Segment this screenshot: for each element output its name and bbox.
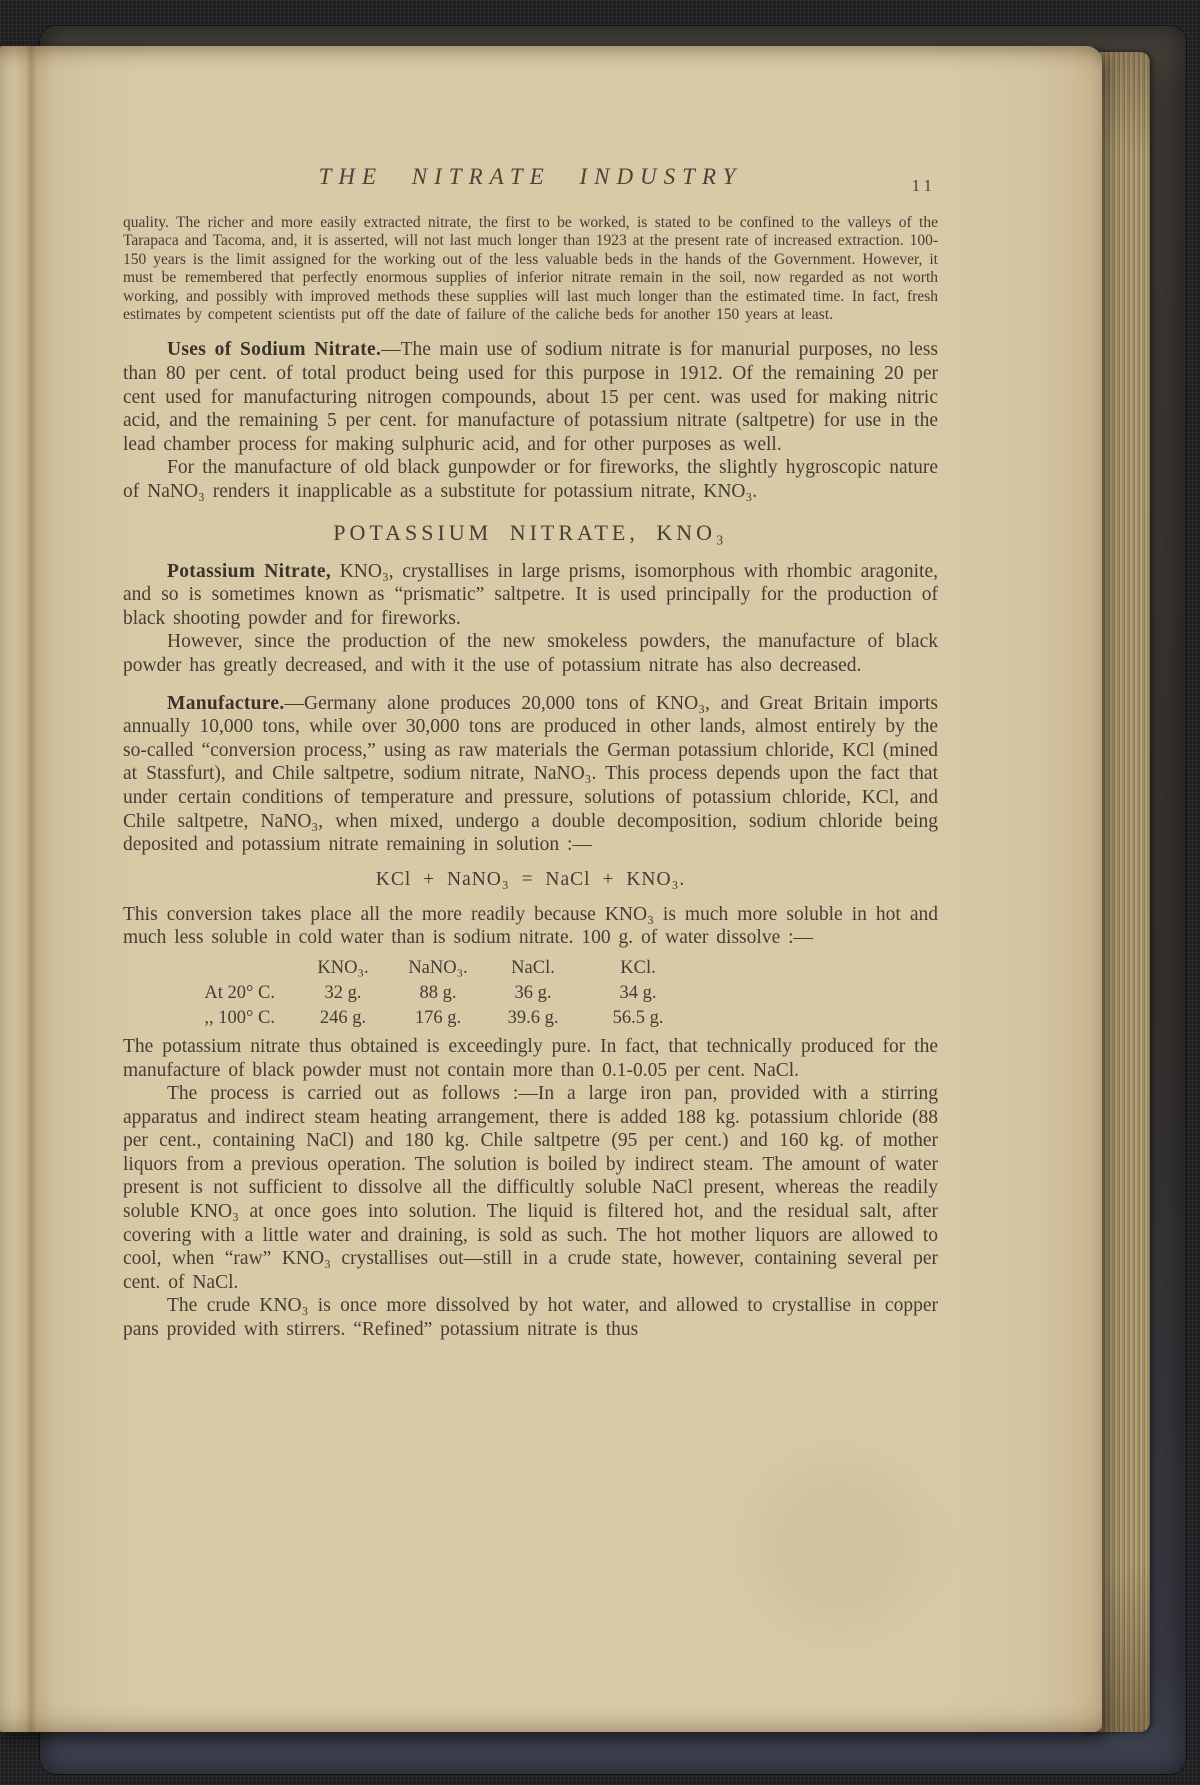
cell-20c-nacl: 36 g. <box>514 982 552 1003</box>
continuation-paragraph: quality. The richer and more easily extracted nitrate, the first to be worked, is stated to be confined to the valleys of the Tarapaca and Tacoma, and, it is asserted, will not last much longer than 1923 at the present rate of increased extraction. 100-150 years is the limit assigned for the working out of the less valuable beds in the hands of the Government. However, it must be remembered that perfectly enormous supplies of inferior nitrate remain in the soil, now regarded as not worth working, and possibly with improved methods these supplies will last much longer than the estimated time. In fact, fresh estimates by competent scientists put off the date of failure of the caliche beds for another 150 years at least. <box>123 214 938 324</box>
cell-20c-nano3: 88 g. <box>419 982 457 1003</box>
purity-paragraph: The potassium nitrate thus obtained is exceedingly pure. In fact, that technically produced for the manufacture of black powder must not contain more than 0.1-0.05 per cent. NaCl. <box>123 1035 938 1081</box>
column-header-kcl: KCl. <box>620 957 656 978</box>
manufacture-text: —Germany alone produces 20,000 tons of KNO₃, and Great Britain imports annually 10,000 tons, while over 30,000 tons are produced in other lands, almost entirely by the so-called “conversion process,” using as raw materials the German potassium chloride, KCl (mined at Stassfurt), and Chile saltpetre, sodium nitrate, NaNO₃. This process depends upon the fact that under certain conditions of temperature and pressure, solutions of potassium chloride, KCl, and Chile saltpetre, NaNO₃, when mixed, undergo a double decomposition, sodium chloride being deposited and potassium nitrate remaining in solution :— <box>123 692 938 856</box>
conversion-paragraph: This conversion takes place all the more readily because KNO₃ is much more soluble in hot and much less soluble in cold water than is sodium nitrate. 100 g. of water dissolve :— <box>123 903 938 949</box>
chemical-equation: KCl + NaNO₃ = NaCl + KNO₃. <box>375 868 686 890</box>
cell-100c-nano3: 176 g. <box>414 1007 462 1028</box>
uses-of-sodium-nitrate-paragraph <box>123 338 938 456</box>
refined-paragraph: The crude KNO₃ is once more dissolved by hot water, and allowed to crystallise in copper pans provided with stirrers. “Refined” potassium nitrate is thus <box>123 1295 938 1341</box>
column-header-kno3: KNO₃. <box>317 957 369 978</box>
gunpowder-paragraph: For the manufacture of old black gunpowder or for fireworks, the slightly hygroscopic nature of NaNO₃ renders it inapplicable as a substitute for potassium nitrate, KNO₃. <box>123 457 938 502</box>
potassium-nitrate-lead-in: Potassium Nitrate, <box>167 560 332 582</box>
cell-100c-nacl: 39.6 g. <box>507 1007 559 1028</box>
page-content <box>123 46 938 1732</box>
running-header-title: THE NITRATE INDUSTRY <box>318 164 743 189</box>
table-row <box>123 1006 938 1031</box>
solubility-table-corner <box>123 956 293 981</box>
cell-20c-kcl: 34 g. <box>619 982 657 1003</box>
uses-text: —The main use of sodium nitrate is for manurial purposes, no less than 80 per cent. of total product being used for this purpose in 1912. Of the remaining 20 per cent used for manufacturing nitrogen compounds, about 15 per cent. was used for making nitric acid, and the remaining 5 per cent. for manufacture of potassium nitrate (saltpetre) for use in the lead chamber process for making sulphuric acid, and for other purposes as well. <box>123 339 938 455</box>
cell-100c-kno3: 246 g. <box>319 1007 367 1028</box>
column-header-nano3: NaNO₃. <box>408 957 468 978</box>
solubility-table <box>123 956 938 1031</box>
table-row <box>123 981 938 1006</box>
solubility-table-header-row <box>123 956 938 981</box>
cell-100c-kcl: 56.5 g. <box>612 1007 664 1028</box>
row-label-20c: At 20° C. <box>204 982 275 1003</box>
column-header-nacl: NaCl. <box>511 957 555 978</box>
cell-20c-kno3: 32 g. <box>324 982 362 1003</box>
smokeless-powders-paragraph: However, since the production of the new smokeless powders, the manufacture of black powder has greatly decreased, and with it the use of potassium nitrate has also decreased. <box>123 631 938 676</box>
potassium-nitrate-text: KNO₃, crystallises in large prisms, isomorphous with rhombic aragonite, and so is sometimes known as “prismatic” saltpetre. It is used principally for the production of black shooting powder and for fireworks. <box>123 560 938 629</box>
process-paragraph: The process is carried out as follows :—In a large iron pan, provided with a stirring apparatus and indirect steam heating arrangement, there is added 188 kg. potassium chloride (88 per cent., containing NaCl) and 180 kg. Chile saltpetre (95 per cent.) and 160 kg. of mother liquors from a previous operation. The solution is boiled by indirect steam. The amount of water present is not sufficient to dissolve all the difficultly soluble NaCl present, whereas the readily soluble KNO₃ at once goes into solution. The liquid is filtered hot, and the residual salt, after covering with a little water and draining, is sold as such. The hot mother liquors are allowed to cool, when “raw” KNO₃ crystallises out—still in a crude state, however, containing several per cent. of NaCl. <box>123 1083 938 1293</box>
section-heading-potassium-nitrate: POTASSIUM NITRATE, KNO₃ <box>333 519 728 545</box>
manufacture-lead-in: Manufacture. <box>167 692 285 714</box>
running-head-row <box>123 46 938 194</box>
book-page <box>0 46 1102 1732</box>
uses-lead-in: Uses of Sodium Nitrate. <box>167 339 382 361</box>
potassium-nitrate-paragraph <box>123 560 938 631</box>
page-number: 11 <box>911 176 936 195</box>
manufacture-paragraph <box>123 692 938 857</box>
row-label-100c: ,, 100° C. <box>204 1007 275 1028</box>
